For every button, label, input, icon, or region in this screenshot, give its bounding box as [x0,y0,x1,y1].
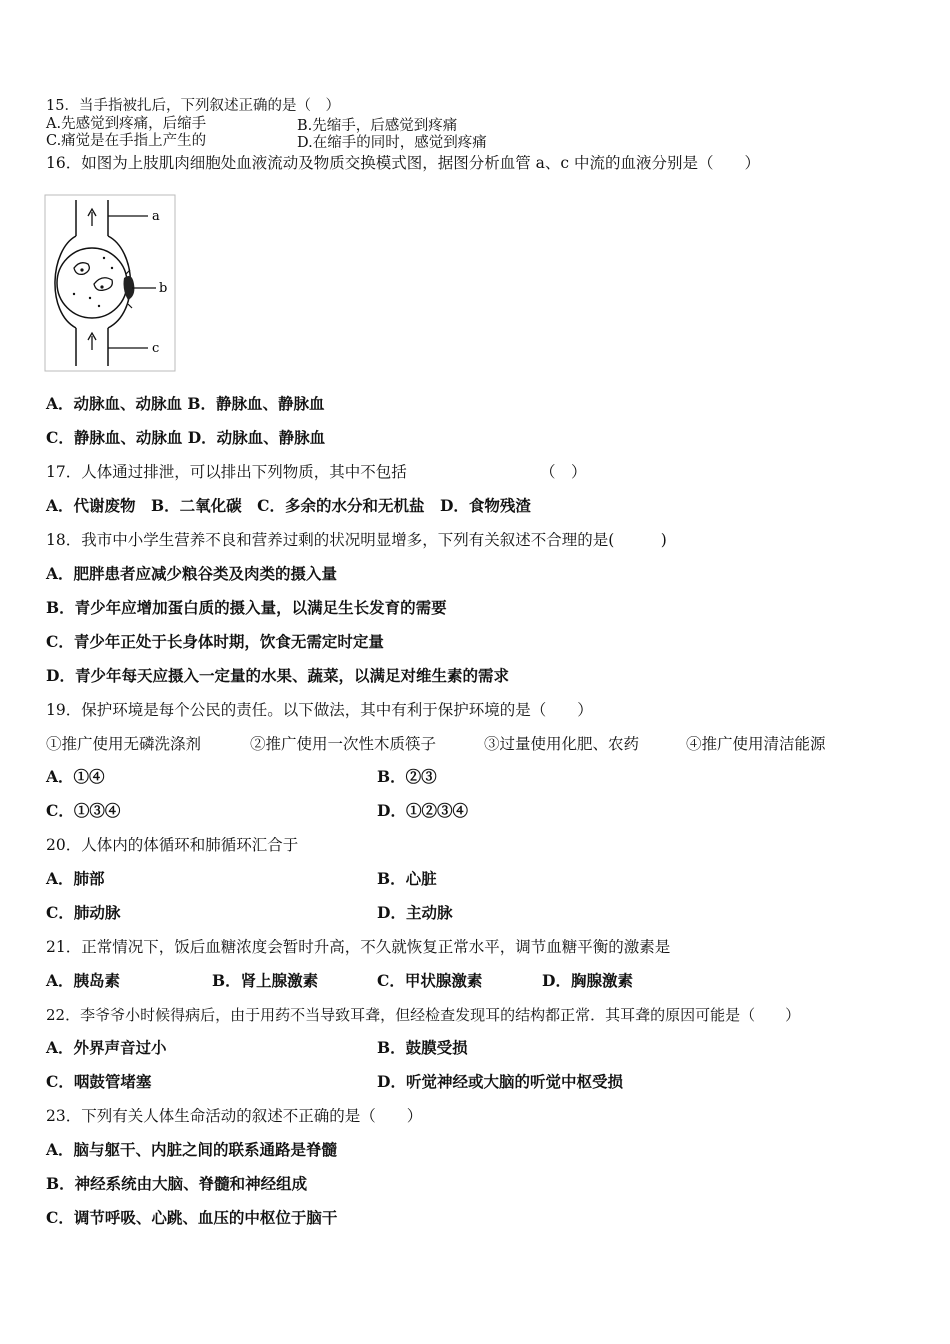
q20-option-b: B．心脏 [377,869,437,888]
q17-paren: （ ） [540,463,587,481]
q23-option-c: C．调节呼吸、心跳、血压的中枢位于脑干 [46,1208,338,1227]
q22-stem: 22．李爷爷小时候得病后，由于用药不当导致耳聋，但经检查发现耳的结构都正常．其耳聋的原因可能是（ ） [46,1006,801,1024]
cell-shape [94,278,112,291]
q15-option-d: D.在缩手的同时，感觉到疼痛 [297,135,487,151]
q19-option-d: D．①②③④ [377,801,468,820]
q22-option-a: A．外界声音过小 [46,1038,167,1057]
q19-item-4: ④推广使用清洁能源 [686,735,826,753]
q18-option-d: D．青少年每天应摄入一定量的水果、蔬菜，以满足对维生素的需求 [46,666,509,685]
q21-option-c: C．甲状腺激素 [377,971,483,990]
q18-option-c: C．青少年正处于长身体时期，饮食无需定时定量 [46,632,384,651]
q16-options-ab: A．动脉血、动脉血 B．静脉血、静脉血 [46,394,325,413]
tissue-cell-region [57,248,127,318]
label-c: c [152,341,160,356]
q23-option-a: A．脑与躯干、内脏之间的联系通路是脊髓 [46,1140,338,1159]
q20-option-d: D．主动脉 [377,903,453,922]
q22-option-c: C．咽鼓管堵塞 [46,1072,152,1091]
q18-option-b: B．青少年应增加蛋白质的摄入量，以满足生长发育的需要 [46,598,447,617]
q19-option-a: A．①④ [46,767,105,786]
blood-vessel-diagram [44,194,176,372]
q15-option-c: C.痛觉是在手指上产生的 [46,133,207,149]
q21-option-a: A．胰岛素 [46,971,121,990]
q21-option-d: D．胸腺激素 [542,971,633,990]
label-a: a [152,209,160,224]
q20-option-c: C．肺动脉 [46,903,121,922]
q19-stem: 19．保护环境是每个公民的责任。以下做法，其中有利于保护环境的是（ ） [46,701,593,719]
q17-stem: 17．人体通过排泄，可以排出下列物质，其中不包括 [46,463,407,481]
q19-item-2: ②推广使用一次性木质筷子 [250,735,437,753]
q15-stem: 15．当手指被扎后，下列叙述正确的是（ ） [46,98,340,114]
label-b: b [159,281,168,296]
q17-options: A．代谢废物 B．二氧化碳 C．多余的水分和无机盐 D．食物残渣 [46,496,531,515]
q18-stem: 18．我市中小学生营养不良和营养过剩的状况明显增多，下列有关叙述不合理的是( ) [46,531,667,549]
q22-option-b: B．鼓膜受损 [377,1038,468,1057]
q16-options-cd: C．静脉血、动脉血 D．动脉血、静脉血 [46,428,326,447]
q20-stem: 20．人体内的体循环和肺循环汇合于 [46,836,299,854]
q22-option-d: D．听觉神经或大脑的听觉中枢受损 [377,1072,623,1091]
q19-item-1: ①推广使用无磷洗涤剂 [46,735,202,753]
q15-option-b: B.先缩手，后感觉到疼痛 [297,118,458,134]
q23-option-b: B．神经系统由大脑、脊髓和神经组成 [46,1174,308,1193]
q19-option-b: B．②③ [377,767,437,786]
capillary-outer-left [55,236,76,328]
q21-stem: 21．正常情况下，饭后血糖浓度会暂时升高，不久就恢复正常水平，调节血糖平衡的激素是 [46,938,671,956]
q19-option-c: C．①③④ [46,801,121,820]
q16-stem: 16．如图为上肢肌肉细胞处血液流动及物质交换模式图，据图分析血管 a、c 中流的血液分别是（ ） [46,154,761,172]
q15-option-a: A.先感觉到疼痛，后缩手 [46,116,207,132]
cell-nucleus [80,268,83,271]
q18-option-a: A．肥胖患者应减少粮谷类及肉类的摄入量 [46,564,338,583]
q20-option-a: A．肺部 [46,869,105,888]
q23-stem: 23．下列有关人体生命活动的叙述不正确的是（ ） [46,1107,423,1125]
q21-option-b: B．肾上腺激素 [212,971,319,990]
q19-item-3: ③过量使用化肥、农药 [484,735,640,753]
cell-nucleus [100,285,103,288]
